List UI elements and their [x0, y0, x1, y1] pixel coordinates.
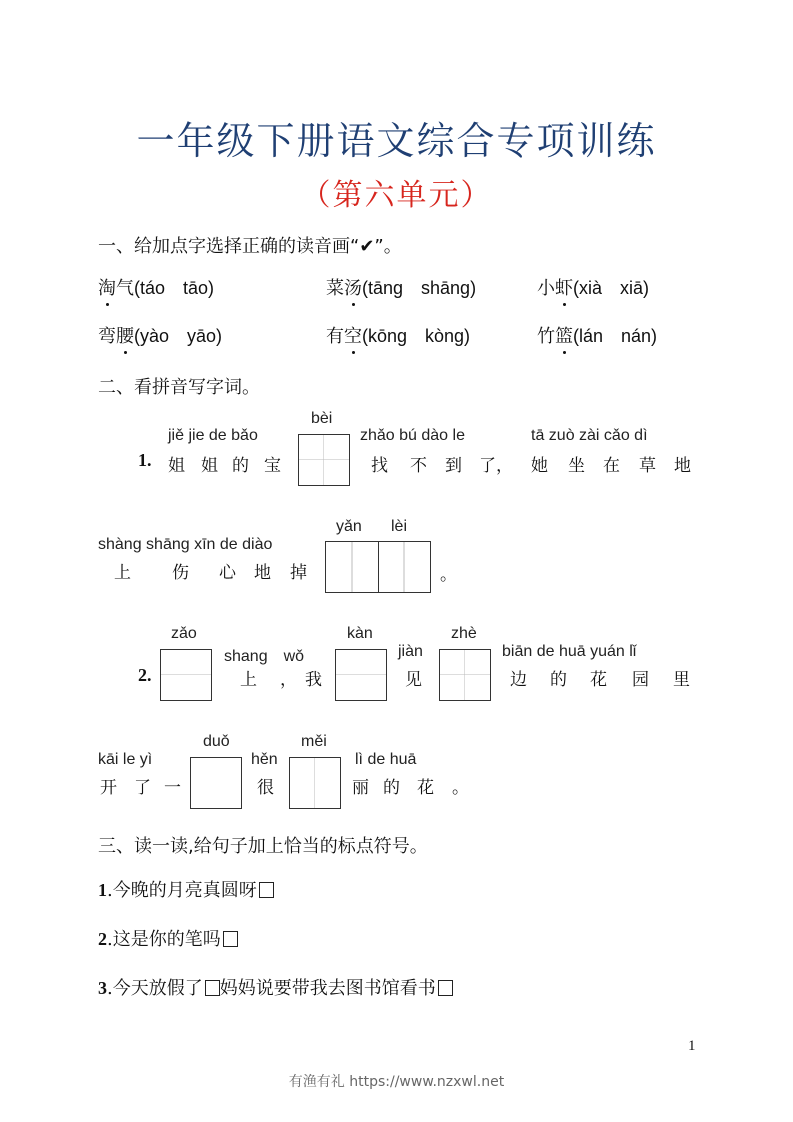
hanzi-char: 很: [257, 778, 274, 798]
hanzi-char: 草: [639, 456, 656, 476]
hanzi-char: 姐: [168, 456, 185, 476]
hanzi-char: 心: [219, 563, 236, 583]
punctuation-blank[interactable]: [438, 980, 453, 996]
punctuation-blank[interactable]: [223, 931, 238, 947]
hanzi-char: 花: [590, 670, 607, 690]
writing-box[interactable]: [335, 649, 387, 701]
section1-heading: 一、给加点字选择正确的读音画“✔”。: [98, 236, 402, 257]
punctuation: 。: [440, 565, 457, 585]
hanzi-char: 宝: [264, 456, 281, 476]
pronunciation-item: 小虾(xià xiā): [537, 274, 649, 300]
writing-box[interactable]: [190, 757, 242, 809]
pronunciation-item: 有空(kōng kòng): [326, 322, 470, 348]
hanzi-char: 伤: [172, 563, 189, 583]
pinyin-label: yǎn: [336, 518, 362, 535]
pinyin-label: tā zuò zài cǎo dì: [531, 427, 648, 444]
pinyin-label: kàn: [347, 625, 373, 642]
sentence-3: 3.今天放假了 妈妈说要带我去图书馆看书: [98, 974, 453, 1000]
pinyin-label: kāi le yì: [98, 751, 153, 768]
pronunciation-item: 弯腰(yào yāo): [98, 322, 222, 348]
hanzi-char: 一: [164, 778, 181, 798]
punctuation: 。: [452, 778, 469, 798]
pinyin-label: shang wǒ: [224, 648, 305, 665]
page-title: 一年级下册语文综合专项训练: [136, 119, 657, 163]
pinyin-label: lèi: [391, 518, 408, 535]
writing-box[interactable]: [298, 434, 350, 486]
footer-watermark: 有渔有礼 https://www.nzxwl.net: [288, 1074, 505, 1090]
pinyin-label: zhǎo bú dào le: [360, 427, 465, 444]
writing-box[interactable]: [289, 757, 341, 809]
hanzi-char: 上: [240, 670, 257, 690]
writing-box[interactable]: [160, 649, 212, 701]
hanzi-char: 她: [531, 456, 548, 476]
hanzi-char: 见: [405, 670, 422, 690]
pinyin-label: bèi: [311, 410, 333, 427]
hanzi-char: 姐: [201, 456, 218, 476]
section3-heading: 三、读一读,给句子加上恰当的标点符号。: [98, 836, 428, 857]
hanzi-char: 丽: [352, 778, 369, 798]
hanzi-char: 不: [410, 456, 427, 476]
page-subtitle: （第六单元）: [300, 178, 493, 213]
hanzi-char: 园: [632, 670, 649, 690]
hanzi-char: 的: [232, 456, 249, 476]
hanzi-char: 坐: [568, 456, 585, 476]
hanzi-char: 地: [254, 563, 271, 583]
hanzi-char: 开: [100, 778, 117, 798]
question-number: 1.: [138, 450, 152, 470]
writing-box-double[interactable]: [325, 541, 431, 593]
pinyin-label: jiàn: [398, 643, 423, 660]
sentence-2: 2.这是你的笔吗: [98, 925, 238, 951]
hanzi-char: 上: [114, 563, 131, 583]
hanzi-char: 花: [417, 778, 434, 798]
punctuation-blank[interactable]: [205, 980, 220, 996]
hanzi-char: 掉: [290, 563, 307, 583]
pinyin-label: měi: [301, 733, 327, 750]
hanzi-char: 到: [445, 456, 462, 476]
hanzi-char: 了: [134, 778, 151, 798]
pinyin-label: biān de huā yuán lǐ: [502, 643, 637, 660]
pinyin-label: lì de huā: [355, 751, 417, 768]
page-number: 1: [688, 1038, 696, 1054]
pinyin-label: jiě jie de bǎo: [168, 427, 258, 444]
pinyin-label: zǎo: [171, 625, 197, 642]
hanzi-char: 了: [479, 456, 496, 476]
hanzi-char: 的: [383, 778, 400, 798]
pinyin-label: zhè: [451, 625, 477, 642]
punctuation: ，: [496, 456, 513, 476]
question-number: 2.: [138, 665, 152, 685]
hanzi-char: 我: [305, 670, 322, 690]
pronunciation-item: 淘气(táo tāo): [98, 274, 214, 300]
hanzi-char: 在: [603, 456, 620, 476]
pronunciation-item: 竹篮(lán nán): [537, 322, 657, 348]
hanzi-char: 里: [673, 670, 690, 690]
hanzi-char: 地: [674, 456, 691, 476]
hanzi-char: 找: [371, 456, 388, 476]
pinyin-label: shàng shāng xīn de diào: [98, 536, 273, 553]
writing-box[interactable]: [439, 649, 491, 701]
hanzi-char: 的: [550, 670, 567, 690]
pinyin-label: duǒ: [203, 733, 230, 750]
sentence-1: 1.今晚的月亮真圆呀: [98, 876, 274, 902]
pronunciation-item: 菜汤(tāng shāng): [326, 274, 476, 300]
punctuation: ，: [280, 670, 297, 690]
pinyin-label: hěn: [251, 751, 278, 768]
hanzi-char: 边: [510, 670, 527, 690]
section2-heading: 二、看拼音写字词。: [98, 377, 260, 398]
punctuation-blank[interactable]: [259, 882, 274, 898]
